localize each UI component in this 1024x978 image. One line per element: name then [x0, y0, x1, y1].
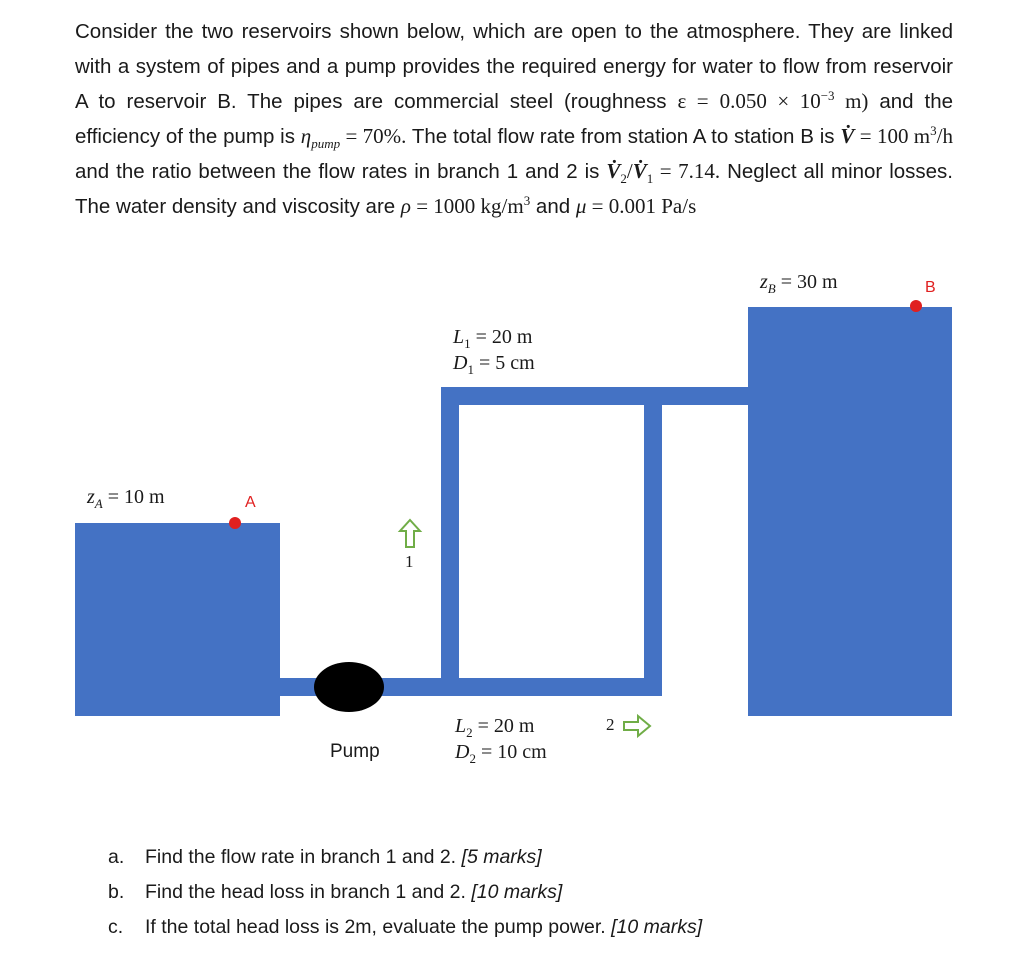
- statement-text: and the efficiency of the pump is: [75, 90, 954, 148]
- question-c: c. If the total head loss is 2m, evaluate the pump power. [10 marks]: [108, 916, 703, 938]
- branch-2-diameter: $D_2 = 10$ cm: [455, 741, 547, 766]
- point-a-marker: [229, 517, 241, 529]
- viscosity: μ = 0.001 Pa/s: [575, 194, 697, 218]
- question-a: a. Find the flow rate in branch 1 and 2. [5 marks]: [108, 846, 542, 868]
- question-b: b. Find the head loss in branch 1 and 2. [10 marks]: [108, 881, 563, 903]
- branch-2-length: $L_2 = 20$ m: [455, 715, 535, 740]
- statement-text: The total flow rate from station A to station B is: [406, 125, 841, 148]
- statement-text: Consider the two reservoirs shown below, which are open to the atmosphere. They are linked with a system of pipes and a pump provides the required energy for water to flow from reservoir A to reservoir B. The pipes are commercial steel (roughness: [75, 20, 953, 113]
- pump-icon: [314, 662, 384, 712]
- elevation-b-label: $z_B = 30$ m: [760, 271, 838, 296]
- statement-text: Neglect all minor losses. The water density and viscosity are: [75, 160, 953, 218]
- roughness-symbol: ε =: [677, 89, 709, 113]
- total-flow-rate: V̇ = 100 $m^3/h$: [840, 123, 953, 148]
- flow-ratio: $V̇_2/V̇_1 = 7.14$.: [606, 159, 721, 187]
- reservoir-b: [748, 307, 952, 716]
- pipe-branch-1-left: [441, 387, 459, 696]
- point-a-label: A: [245, 494, 256, 511]
- density: ρ = 1000 $kg/m^3$: [400, 193, 531, 218]
- branch-1-label: 1: [405, 552, 414, 571]
- flow-arrow-right-icon: [624, 716, 650, 736]
- pump-label: Pump: [330, 741, 380, 762]
- statement-text: and the ratio between the flow rates in branch 1 and 2 is: [75, 160, 607, 183]
- reservoir-a: [75, 523, 280, 716]
- pipe-loop-right: [644, 387, 662, 696]
- flow-arrow-up-icon: [400, 520, 420, 547]
- pump-efficiency: $\eta_{pump} = 70\%$.: [300, 124, 407, 152]
- point-b-label: B: [925, 279, 936, 296]
- branch-2-label: 2: [606, 715, 615, 734]
- elevation-a-label: $z_A = 10$ m: [87, 486, 165, 511]
- roughness-value: $0.050 \times 10^{-3}$ m): [719, 88, 869, 113]
- pipe-branch-1-top: [441, 387, 748, 405]
- branch-1-diameter: $D_1 = 5$ cm: [453, 352, 535, 377]
- point-b-marker: [910, 300, 922, 312]
- branch-1-length: $L_1 = 20$ m: [453, 326, 533, 351]
- question-list: [108, 840, 702, 945]
- statement-text: and: [530, 195, 576, 218]
